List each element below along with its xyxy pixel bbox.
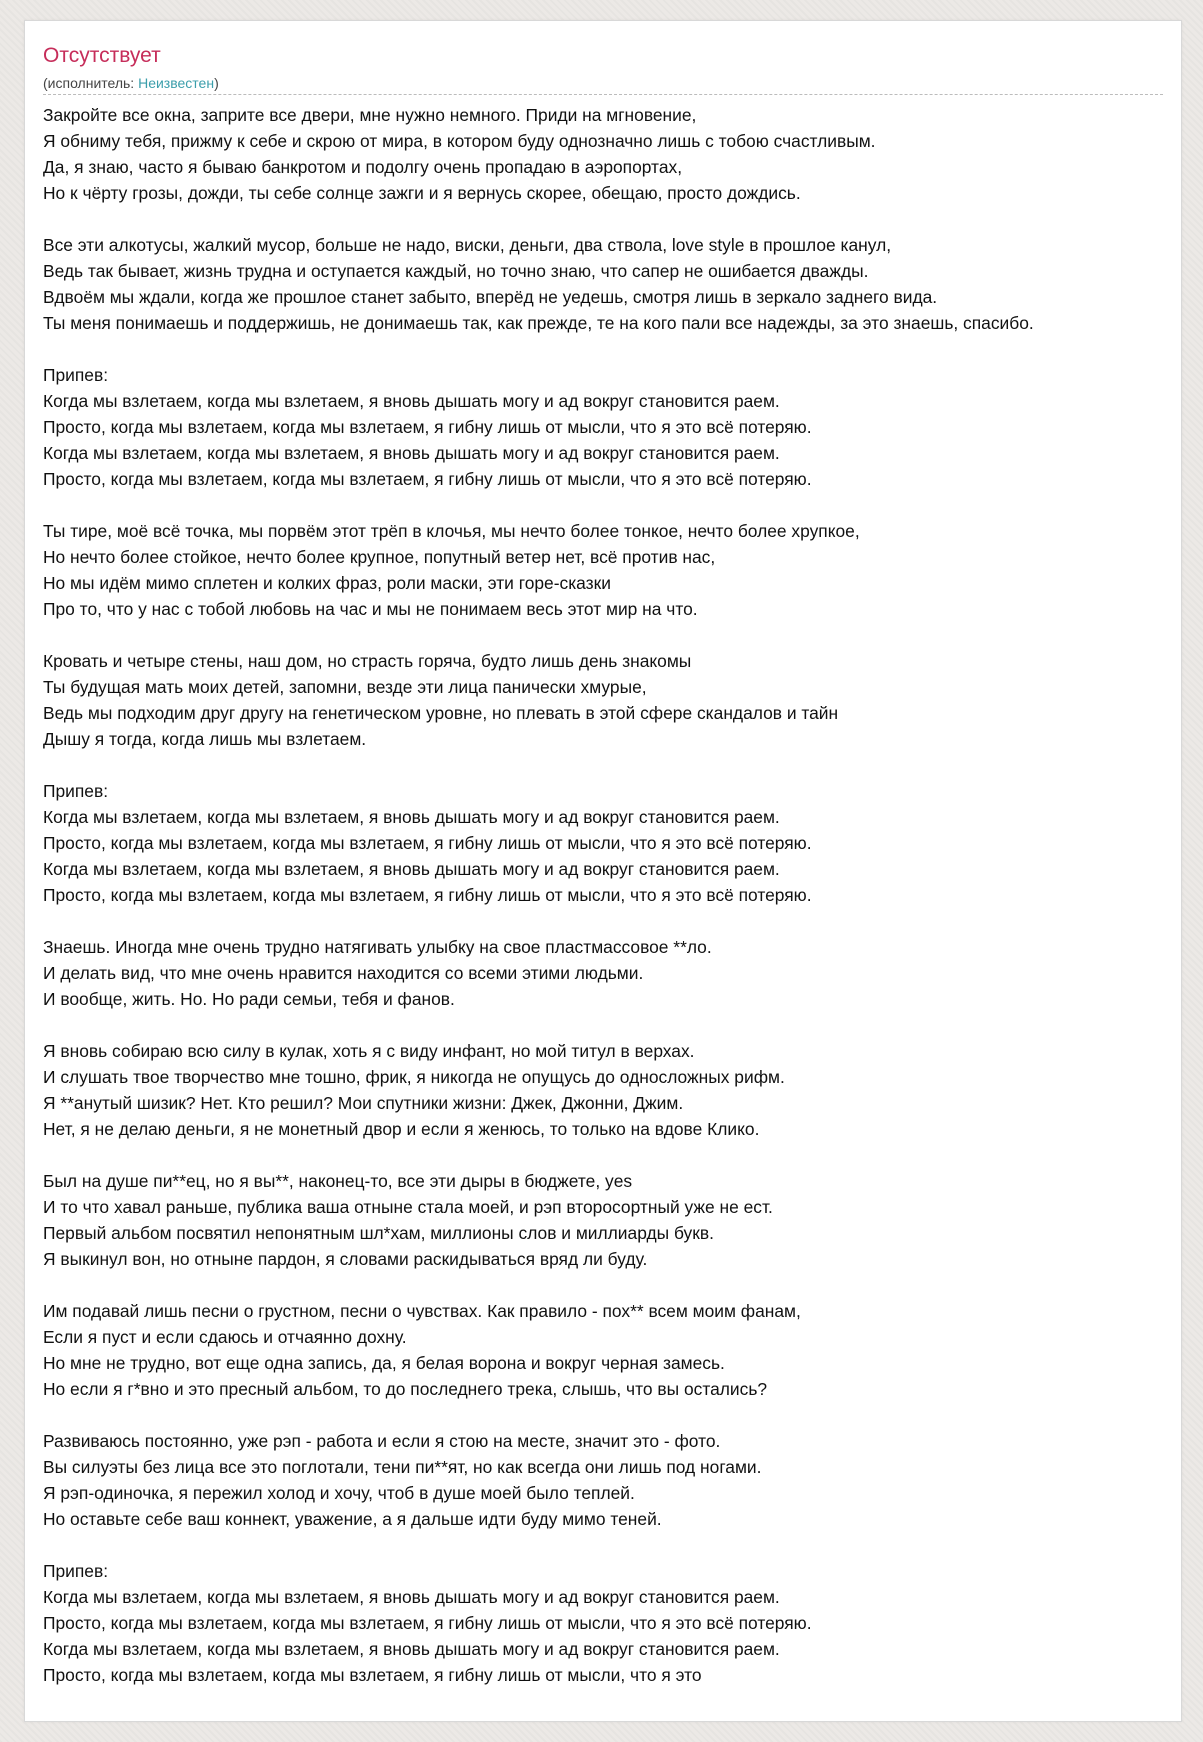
lyrics-stanza xyxy=(43,362,1182,492)
lyric-line: Я рэп-одиночка, я пережил холод и хочу, чтоб в душе моей было теплей. xyxy=(43,1483,635,1503)
lyric-line: Припев: xyxy=(43,781,109,801)
lyric-line: Когда мы взлетаем, когда мы взлетаем, я вновь дышать могу и ад вокруг становится раем. xyxy=(43,1639,780,1659)
lyric-line: Когда мы взлетаем, когда мы взлетаем, я вновь дышать могу и ад вокруг становится раем. xyxy=(43,807,780,827)
lyrics-stanza xyxy=(43,1168,1182,1272)
lyric-line: Просто, когда мы взлетаем, когда мы взлетаем, я гибну лишь от мысли, что я это всё потеряю. xyxy=(43,1613,812,1633)
lyric-line: Закройте все окна, заприте все двери, мне нужно немного. Приди на мгновение, xyxy=(43,105,697,125)
lyric-line: Припев: xyxy=(43,365,109,385)
lyrics-stanza xyxy=(43,1558,1182,1688)
lyrics-stanza xyxy=(43,648,1182,752)
lyric-line: Просто, когда мы взлетаем, когда мы взлетаем, я гибну лишь от мысли, что я это всё потеряю. xyxy=(43,885,812,905)
lyric-line: Ты тире, моё всё точка, мы порвём этот трёп в клочья, мы нечто более тонкое, нечто более хрупкое, xyxy=(43,521,860,541)
lyric-line: Знаешь. Иногда мне очень трудно натягивать улыбку на свое пластмассовое **ло. xyxy=(43,937,712,957)
performer-prefix: (исполнитель: xyxy=(43,75,139,91)
lyric-line: Про то, что у нас с тобой любовь на час и мы не понимаем весь этот мир на что. xyxy=(43,599,698,619)
title-divider xyxy=(43,94,1163,95)
performer-suffix: ) xyxy=(214,75,219,91)
lyric-line: Я вновь собираю всю силу в кулак, хоть я с виду инфант, но мой титул в верхах. xyxy=(43,1041,695,1061)
lyric-line: Припев: xyxy=(43,1561,109,1581)
lyric-line: Просто, когда мы взлетаем, когда мы взлетаем, я гибну лишь от мысли, что я это всё потеряю. xyxy=(43,469,812,489)
lyric-line: И вообще, жить. Но. Но ради семьи, тебя и фанов. xyxy=(43,989,455,1009)
lyric-line: Просто, когда мы взлетаем, когда мы взлетаем, я гибну лишь от мысли, что я это xyxy=(43,1665,702,1685)
lyric-line: Но нечто более стойкое, нечто более крупное, попутный ветер нет, всё против нас, xyxy=(43,547,716,567)
lyric-line: И то что хавал раньше, публика ваша отныне стала моей, и рэп второсортный уже не ест. xyxy=(43,1197,773,1217)
lyric-line: Им подавай лишь песни о грустном, песни о чувствах. Как правило - пох** всем моим фанам, xyxy=(43,1301,801,1321)
lyric-line: Нет, я не делаю деньги, я не монетный двор и если я женюсь, то только на вдове Клико. xyxy=(43,1119,760,1139)
lyric-line: Кровать и четыре стены, наш дом, но страсть горяча, будто лишь день знакомы xyxy=(43,651,692,671)
lyric-line: Если я пуст и если сдаюсь и отчаянно дохну. xyxy=(43,1327,407,1347)
lyric-line: Я **анутый шизик? Нет. Кто решил? Мои спутники жизни: Джек, Джонни, Джим. xyxy=(43,1093,684,1113)
lyric-line: Да, я знаю, часто я бываю банкротом и подолгу очень пропадаю в аэропортах, xyxy=(43,157,683,177)
lyrics-stanza xyxy=(43,1038,1182,1142)
lyrics-stanza xyxy=(43,934,1182,1012)
lyrics-stanza xyxy=(43,102,1182,206)
lyrics-stanza xyxy=(43,518,1182,622)
lyric-line: Когда мы взлетаем, когда мы взлетаем, я вновь дышать могу и ад вокруг становится раем. xyxy=(43,859,780,879)
lyrics-card xyxy=(24,20,1182,1722)
lyric-line: Я обниму тебя, прижму к себе и скрою от мира, в котором буду однозначно лишь с тобою счастливым. xyxy=(43,131,876,151)
lyric-line: Вы силуэты без лица все это поглотали, тени пи**ят, но как всегда они лишь под ногами. xyxy=(43,1457,762,1477)
lyric-line: Но мне не трудно, вот еще одна запись, да, я белая ворона и вокруг черная замесь. xyxy=(43,1353,725,1373)
lyric-line: Просто, когда мы взлетаем, когда мы взлетаем, я гибну лишь от мысли, что я это всё потеряю. xyxy=(43,833,812,853)
lyrics-stanza xyxy=(43,1428,1182,1532)
lyric-line: Ведь мы подходим друг другу на генетическом уровне, но плевать в этой сфере скандалов и тайн xyxy=(43,703,839,723)
lyric-line: Все эти алкотусы, жалкий мусор, больше не надо, виски, деньги, два ствола, love style в прошлое канул, xyxy=(43,235,892,255)
performer-line xyxy=(43,75,219,91)
lyric-line: Ведь так бывает, жизнь трудна и оступается каждый, но точно знаю, что сапер не ошибается дважды. xyxy=(43,261,869,281)
lyric-line: Я выкинул вон, но отныне пардон, я словами раскидываться вряд ли буду. xyxy=(43,1249,648,1269)
lyric-line: Дышу я тогда, когда лишь мы взлетаем. xyxy=(43,729,367,749)
lyric-line: Но мы идём мимо сплетен и колких фраз, роли маски, эти горе-сказки xyxy=(43,573,611,593)
lyric-line: Но оставьте себе ваш коннект, уважение, а я дальше идти буду мимо теней. xyxy=(43,1509,662,1529)
lyric-line: Просто, когда мы взлетаем, когда мы взлетаем, я гибну лишь от мысли, что я это всё потеряю. xyxy=(43,417,812,437)
lyric-line: И делать вид, что мне очень нравится находится со всеми этими людьми. xyxy=(43,963,644,983)
lyrics-stanza xyxy=(43,232,1182,336)
lyric-line: Но к чёрту грозы, дожди, ты себе солнце зажги и я вернусь скорее, обещаю, просто дождись. xyxy=(43,183,801,203)
lyrics-stanza xyxy=(43,1298,1182,1402)
lyric-line: Когда мы взлетаем, когда мы взлетаем, я вновь дышать могу и ад вокруг становится раем. xyxy=(43,443,780,463)
lyrics-body xyxy=(43,102,1182,1714)
lyric-line: Но если я г*вно и это пресный альбом, то до последнего трека, слышь, что вы остались? xyxy=(43,1379,768,1399)
lyric-line: Когда мы взлетаем, когда мы взлетаем, я вновь дышать могу и ад вокруг становится раем. xyxy=(43,391,780,411)
lyric-line: Был на душе пи**ец, но я вы**, наконец-то, все эти дыры в бюджете, yes xyxy=(43,1171,633,1191)
lyric-line: Развиваюсь постоянно, уже рэп - работа и если я стою на месте, значит это - фото. xyxy=(43,1431,721,1451)
lyric-line: И слушать твое творчество мне тошно, фрик, я никогда не опущусь до односложных рифм. xyxy=(43,1067,785,1087)
lyrics-stanza xyxy=(43,778,1182,908)
lyric-line: Ты будущая мать моих детей, запомни, везде эти лица панически хмурые, xyxy=(43,677,647,697)
lyric-line: Первый альбом посвятил непонятным шл*хам, миллионы слов и миллиарды букв. xyxy=(43,1223,714,1243)
lyric-line: Когда мы взлетаем, когда мы взлетаем, я вновь дышать могу и ад вокруг становится раем. xyxy=(43,1587,780,1607)
song-title: Отсутствует xyxy=(43,44,161,67)
lyric-line: Вдвоём мы ждали, когда же прошлое станет забыто, вперёд не уедешь, смотря лишь в зеркало заднего вида. xyxy=(43,287,938,307)
lyric-line: Ты меня понимаешь и поддержишь, не донимаешь так, как прежде, те на кого пали все надежды, за это знаешь, спасибо. xyxy=(43,313,1034,333)
performer-link[interactable]: Неизвестен xyxy=(138,75,215,91)
